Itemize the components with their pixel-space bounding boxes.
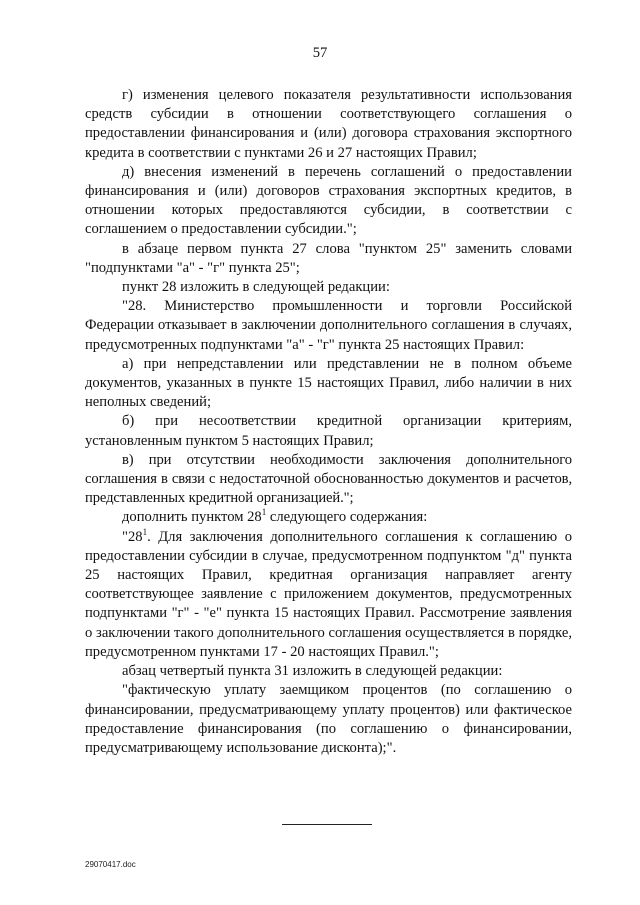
paragraph-item-27-amendment: в абзаце первом пункта 27 слова "пунктом 25" заменить словами "подпунктами "а" - "г" пункта 25";: [85, 240, 572, 276]
paragraph-28-v: в) при отсутствии необходимости заключения дополнительного соглашения в связи с недостаточной обоснованностью документов и расчетов, представленных кредитной организацией.";: [85, 451, 572, 507]
footer-doc-id: 29070417.doc: [85, 860, 136, 869]
paragraph-28-a: а) при непредставлении или представлении не в полном объеме документов, указанных в пункте 15 настоящих Правил, либо наличии в них неполных сведений;: [85, 355, 572, 411]
paragraph-g: г) изменения целевого показателя результативности использования средств субсидии в отношении соответствующего соглашения о предоставлении финансирования и (или) договора страхования экспортного кредита в соответствии с пунктами 26 и 27 настоящих Правил;: [85, 87, 572, 161]
paragraph-28-b: б) при несоответствии кредитной организации критериям, установленным пунктом 5 настоящих Правил;: [85, 413, 572, 449]
text-fragment: следующего содержания:: [266, 509, 428, 526]
text-fragment: "28: [122, 528, 143, 545]
text-fragment: дополнить пунктом 28: [122, 509, 262, 526]
separator-line: [282, 824, 372, 825]
document-body: [85, 86, 572, 758]
paragraph-item-28: "28. Министерство промышленности и торговли Российской Федерации отказывает в заключении дополнительного соглашения в случаях, предусмотренных подпунктами "а" - "г" пункта 25 настоящих Правил:: [85, 298, 572, 353]
paragraph-item-31: "фактическую уплату заемщиком процентов (по соглашению о финансировании, предусматривающему уплату процентов) или фактическое предоставление финансирования (по соглашению о финансировании, предусматривающему использование дисконта);".: [85, 682, 572, 756]
superscript: 1: [142, 526, 148, 537]
paragraph-item-28-1: [85, 528, 572, 662]
text-fragment: . Для заключения дополнительного соглашения к соглашению о предоставлении субсидии в случае, предусмотренном подпунктом "д" пункта 25 настоящих Правил, кредитная организация направляет агенту соответствующее заявление с приложением документов, предусмотренных подпунктами "г" - "е" пункта 15 настоящих Правил. Рассмотрение заявления о заключении такого дополнительного соглашения осуществляется в порядке, предусмотренном пунктами 17 - 20 настоящих Правил.";: [85, 528, 572, 660]
paragraph-item-28-1-intro: [85, 508, 572, 527]
page-number: 57: [312, 45, 328, 61]
paragraph-d: д) внесения изменений в перечень соглашений о предоставлении финансирования и (или) договоров страхования экспортных кредитов, в отношении которых предоставляются субсидии, в соответствии с соглашением о предоставлении субсидии.";: [85, 163, 572, 238]
paragraph-item-28-intro: пункт 28 изложить в следующей редакции:: [122, 279, 390, 296]
paragraph-item-31-intro: абзац четвертый пункта 31 изложить в следующей редакции:: [122, 663, 503, 680]
superscript: 1: [261, 507, 267, 518]
